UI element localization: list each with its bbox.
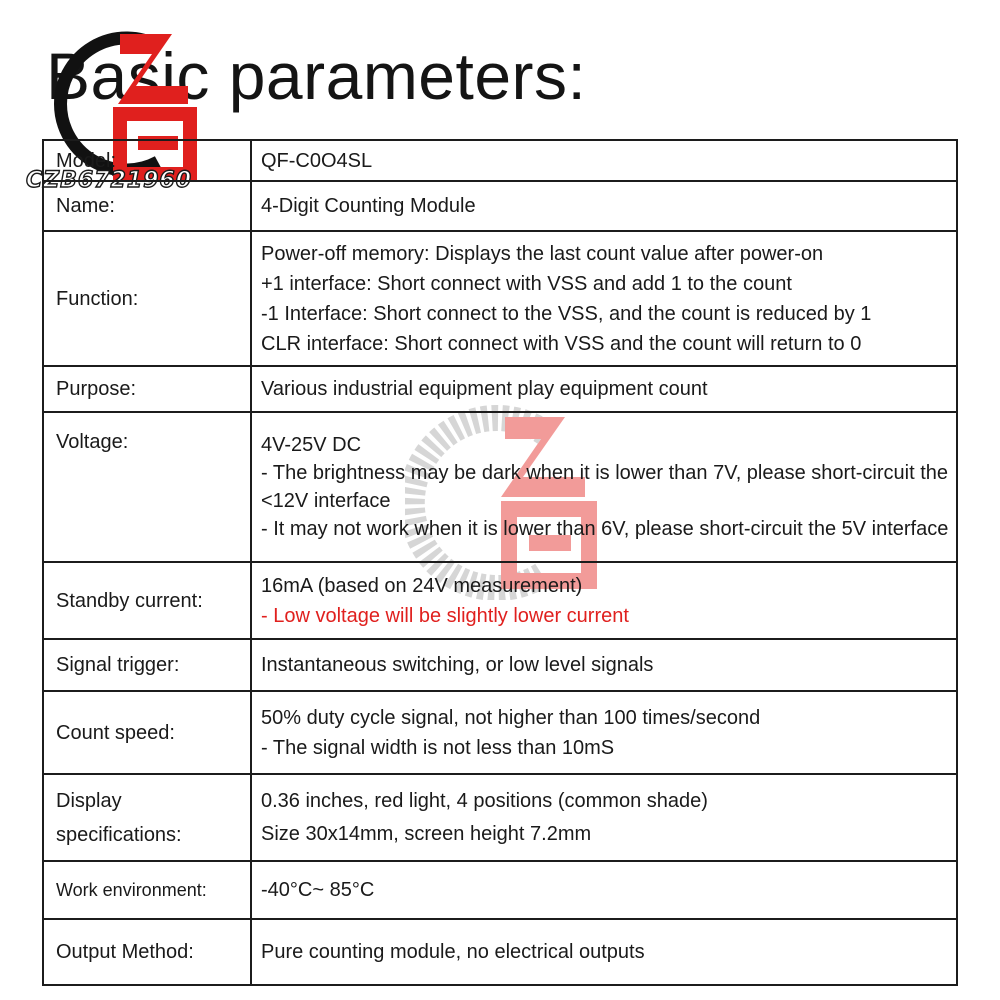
param-value-line: 4V-25V DC — [261, 434, 362, 456]
param-value-line: Power-off memory: Displays the last count value after power-on — [261, 242, 824, 265]
param-label: Count speed: — [43, 691, 251, 774]
param-value-line: - The brightness may be dark when it is lower than 7V, please short-circuit the <12V interface — [261, 462, 949, 512]
param-value-line: - It may not work when it is lower than 6V, please short-circuit the 5V interface — [261, 518, 949, 540]
table-row — [43, 366, 957, 412]
param-value — [251, 639, 957, 691]
param-label: Voltage: — [43, 412, 251, 562]
page-title: Basic parameters: — [46, 39, 587, 113]
table-row — [43, 412, 957, 562]
param-value-line: 4-Digit Counting Module — [261, 195, 476, 217]
table-row — [43, 140, 957, 181]
table-row — [43, 774, 957, 861]
param-label: Name: — [43, 181, 251, 231]
param-value — [251, 366, 957, 412]
table-row — [43, 231, 957, 366]
param-value-line: Size 30x14mm, screen height 7.2mm — [261, 822, 592, 845]
param-value-line: Pure counting module, no electrical outputs — [261, 941, 645, 963]
param-value-line: 50% duty cycle signal, not higher than 100 times/second — [261, 706, 761, 729]
param-value-line: QF-C0O4SL — [261, 149, 373, 172]
param-label — [43, 774, 251, 861]
param-value-line: -40°C~ 85°C — [261, 879, 375, 901]
param-label: Signal trigger: — [43, 639, 251, 691]
param-value — [251, 774, 957, 861]
param-value-warning: - Low voltage will be slightly lower current — [261, 604, 629, 627]
param-value-line: - The signal width is not less than 10mS — [261, 736, 615, 759]
param-value-line: CLR interface: Short connect with VSS and the count will return to 0 — [261, 332, 862, 355]
param-value-line: -1 Interface: Short connect to the VSS, and the count is reduced by 1 — [261, 302, 872, 325]
param-label: Standby current: — [43, 562, 251, 639]
table-row — [43, 861, 957, 919]
param-value — [251, 140, 957, 181]
param-label: Function: — [43, 231, 251, 366]
param-value — [251, 231, 957, 366]
param-value — [251, 181, 957, 231]
table-row — [43, 181, 957, 231]
param-value — [251, 691, 957, 774]
param-label-line: specifications: — [56, 823, 182, 846]
param-label: Purpose: — [43, 366, 251, 412]
parameters-table — [42, 139, 958, 986]
table-row — [43, 919, 957, 985]
param-label: Work environment: — [43, 861, 251, 919]
param-value-line: 0.36 inches, red light, 4 positions (common shade) — [261, 789, 708, 812]
param-value-line: Instantaneous switching, or low level signals — [261, 654, 654, 676]
param-value — [251, 562, 957, 639]
param-label-line: Display — [56, 789, 122, 812]
param-value — [251, 919, 957, 985]
param-value-line: +1 interface: Short connect with VSS and add 1 to the count — [261, 272, 792, 295]
param-value — [251, 861, 957, 919]
table-row — [43, 691, 957, 774]
table-row — [43, 562, 957, 639]
param-value — [251, 412, 957, 562]
param-value-line: Various industrial equipment play equipment count — [261, 378, 708, 400]
param-label: Model: — [43, 140, 251, 181]
brand-logo-id: CZB6721960 — [26, 168, 193, 193]
param-value-line: 16mA (based on 24V measurement) — [261, 574, 583, 597]
table-row — [43, 639, 957, 691]
param-label: Output Method: — [43, 919, 251, 985]
